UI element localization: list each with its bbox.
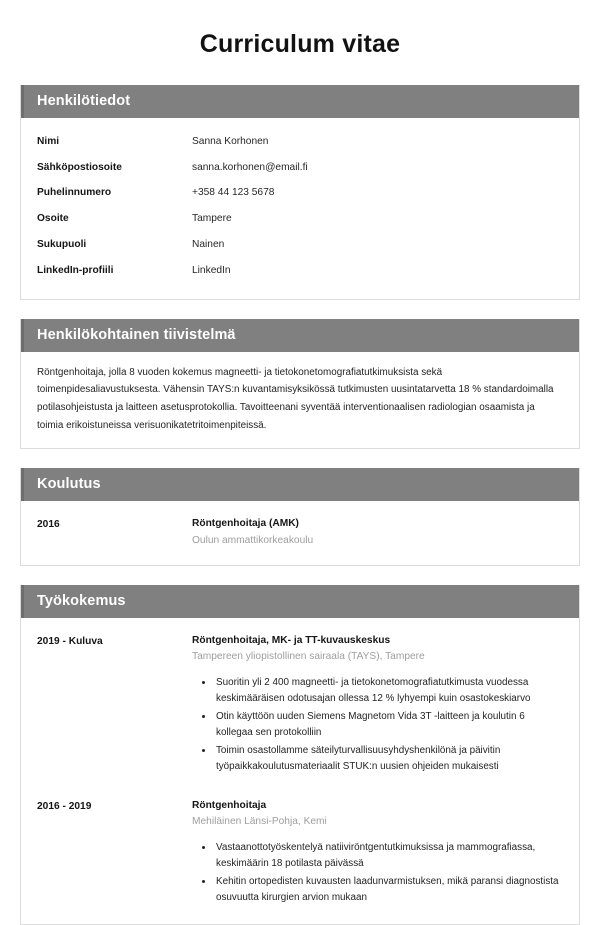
education-entry bbox=[37, 513, 563, 551]
info-row bbox=[37, 207, 563, 233]
section-header-summary: Henkilökohtainen tiivistelmä bbox=[21, 319, 579, 352]
info-value: Tampere bbox=[192, 213, 232, 225]
section-summary bbox=[20, 319, 580, 450]
entry-main bbox=[192, 516, 563, 549]
info-label: Osoite bbox=[37, 213, 69, 225]
entry-title: Röntgenhoitaja (AMK) bbox=[192, 518, 299, 530]
info-label: Nimi bbox=[37, 135, 60, 147]
info-value: +358 44 123 5678 bbox=[192, 187, 275, 199]
summary-body bbox=[21, 352, 579, 449]
list-item: • Vastaanottotyöskentelyä natiiviröntgentutkimuksissa ja mammografiassa, keskimäärin 18 potilasta päivässä bbox=[214, 840, 563, 872]
info-row bbox=[37, 130, 563, 156]
info-row bbox=[37, 259, 563, 285]
section-header-education: Koulutus bbox=[21, 468, 579, 501]
entry-main bbox=[192, 798, 563, 908]
list-item: • Toimin osastollamme säteilyturvallisuusyhdyshenkilönä ja päivitin työpaikkakoulutusmateriaalit STUK:n uusien ohjeiden mukaisesti bbox=[214, 743, 563, 775]
info-value: Sanna Korhonen bbox=[192, 135, 269, 147]
info-value: sanna.korhonen@email.fi bbox=[192, 161, 308, 173]
experience-entry bbox=[37, 795, 563, 910]
entry-date: 2016 - 2019 bbox=[37, 800, 92, 812]
section-header-experience: Työkokemus bbox=[21, 585, 579, 618]
list-item: • Kehitin ortopedisten kuvausten laadunvarmistuksen, mikä paransi diagnostista osuvuutta kirurgien arvion mukaan bbox=[214, 874, 563, 906]
section-personal-details bbox=[20, 85, 580, 300]
linkedin-value[interactable]: LinkedIn bbox=[192, 264, 231, 276]
page-title: Curriculum vitae bbox=[199, 30, 401, 58]
entry-title: Röntgenhoitaja, MK- ja TT-kuvauskeskus bbox=[192, 635, 391, 647]
experience-entry bbox=[37, 630, 563, 779]
info-label: LinkedIn-profiili bbox=[37, 264, 114, 276]
entry-title: Röntgenhoitaja bbox=[192, 799, 267, 811]
info-row bbox=[37, 233, 563, 259]
info-row bbox=[37, 156, 563, 182]
personal-details-body bbox=[21, 118, 579, 299]
entry-bullet-list bbox=[192, 675, 563, 775]
entry-subtitle: Mehiläinen Länsi-Pohja, Kemi bbox=[192, 816, 327, 828]
education-body bbox=[21, 501, 579, 565]
entry-date: 2016 bbox=[37, 519, 60, 531]
entry-bullet-list bbox=[192, 840, 563, 906]
summary-text: Röntgenhoitaja, jolla 8 vuoden kokemus magneetti- ja tietokonetomografiatutkimuksista sekä toimenpidesaliavustuksesta. Vähensin TAYS:n kuvantamisyksikössä tutkimusten uusintatarvetta 18 % standardoimalla potilasohjeistusta ja laitteen asetusprotokollia. Tavoitteenani syventää interventionaalisen radiologian osaamista ja toimia erikoistuneissa verisuonikatetritoimenpiteissä. bbox=[37, 366, 554, 431]
info-label: Puhelinnumero bbox=[37, 187, 112, 199]
list-item: • Suoritin yli 2 400 magneetti- ja tietokonetomografiatutkimusta vuodessa keskimääräisen odotusajan ollessa 12 % lyhyempi kuin osastokeskiarvo bbox=[214, 675, 563, 707]
entry-date: 2019 - Kuluva bbox=[37, 636, 103, 648]
section-education bbox=[20, 468, 580, 566]
info-label: Sähköpostiosoite bbox=[37, 161, 122, 173]
info-value: Nainen bbox=[192, 239, 225, 250]
list-item: • Otin käyttöön uuden Siemens Magnetom Vida 3T -laitteen ja koulutin 6 kollegaa sen protokolliin bbox=[214, 709, 563, 741]
section-header-personal-details: Henkilötiedot bbox=[21, 85, 579, 118]
experience-body bbox=[21, 618, 579, 924]
entry-subtitle: Oulun ammattikorkeakoulu bbox=[192, 534, 314, 546]
entry-main bbox=[192, 633, 563, 777]
entry-subtitle: Tampereen yliopistollinen sairaala (TAYS), Tampere bbox=[192, 651, 425, 663]
section-experience bbox=[20, 585, 580, 925]
info-row bbox=[37, 181, 563, 207]
info-label: Sukupuoli bbox=[37, 239, 87, 250]
